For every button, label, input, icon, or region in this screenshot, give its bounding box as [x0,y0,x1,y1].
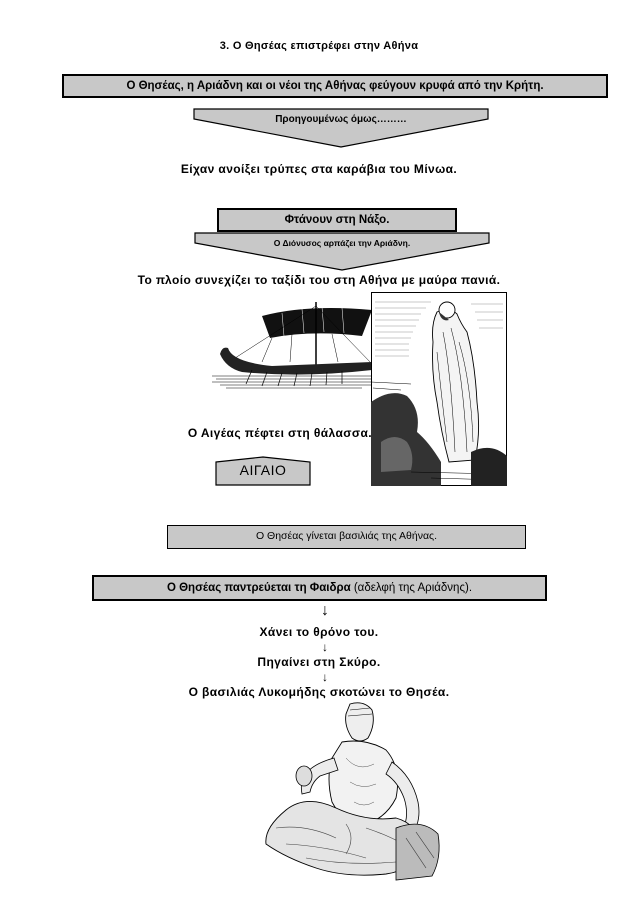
naxos-box-text: Φτάνουν στη Νάξο. [284,214,390,226]
page-title: 3. Ο Θησέας επιστρέφει στην Αθήνα [219,40,419,52]
phaedra-box [92,575,547,601]
aegean-label: ΑΙΓΑΙΟ [239,462,287,478]
phaedra-box-normal: (αδελφή της Αριάδνης). [350,582,473,594]
theseus-statue-illustration [246,698,446,888]
aegeus-line: Ο Αιγέας πέφτει στη θάλασσα. [187,426,372,440]
chain-item-3: Ο βασιλιάς Λυκομήδης σκοτώνει το Θησέα. [188,685,450,699]
flight-box-text: Ο Θησέας, η Αριάδνη και οι νέοι της Αθήνας φεύγουν κρυφά από την Κρήτη. [126,80,544,92]
flight-box [62,74,608,98]
king-box-text: Ο Θησέας γίνεται βασιλιάς της Αθήνας. [255,530,438,542]
ships-line: Είχαν ανοίξει τρύπες στα καράβια του Μίνωα. [180,162,458,176]
down-arrow-1: ↓ [321,602,329,619]
arrow1-text: Προηγουμένως όμως……… [275,114,407,125]
down-arrow-3: ↓ [322,670,328,684]
black-sails-line: Το πλοίο συνεχίζει το ταξίδι του στη Αθήνα με μαύρα πανιά. [137,273,501,287]
arrow2-text: Ο Διόνυσος αρπάζει την Αριάδνη. [273,238,411,248]
down-arrow-2: ↓ [322,640,328,654]
chain-item-1: Χάνει το θρόνο του. [259,625,379,639]
naxos-box [217,208,457,232]
phaedra-box-bold: Ο Θησέας παντρεύεται τη Φαιδρα [166,582,351,594]
ship-illustration [212,296,384,392]
chain-item-2: Πηγαίνει στη Σκύρο. [257,655,381,669]
king-box [167,525,526,549]
aegeus-cliff-illustration [371,292,507,486]
